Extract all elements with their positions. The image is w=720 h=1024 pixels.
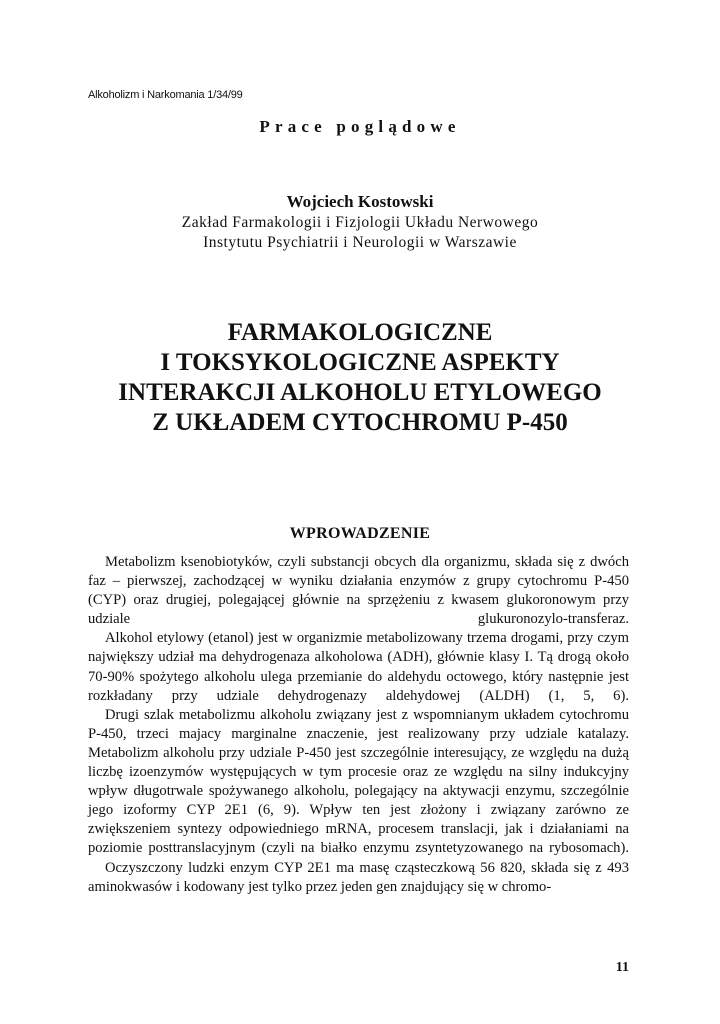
affiliation-line-2: Instytutu Psychiatrii i Neurologii w Warszawie [203, 234, 517, 251]
section-type-label: Prace poglądowe [259, 117, 461, 136]
page-number: 11 [615, 960, 629, 975]
paragraph: Drugi szlak metabolizmu alkoholu związany jest z wspomnianym układem cytochromu P-450, trzeci majacy marginalne znaczenie, jest realizowany przy udziale katalazy. Metabolizm alkoholu przy udziale P-450 jest szczególnie interesujący, ze względu na dużą liczbę izoenzymów występujących w tym procesie oraz ze względu na silny indukcyjny wpływ długotrwale spożywanego alkoholu, polegający na aktywacji enzymu, szczególnie jego izoformy CYP 2E1 (6, 9). Wpływ ten jest złożony i związany zarówno ze zwiększeniem syntezy odpowiedniego mRNA, procesem translacji, jak i działaniami na poziomie posttranslacyjnym (czyli na białko enzymu zsyntetyzowanego na rybosomach). [88, 706, 629, 857]
author-name: Wojciech Kostowski [286, 192, 434, 211]
title-line-3: INTERAKCJI ALKOHOLU ETYLOWEGO [118, 379, 602, 406]
section-heading: WPROWADZENIE [289, 525, 431, 542]
paragraph: Alkohol etylowy (etanol) jest w organizmie metabolizowany trzema drogami, przy czym największy udział ma dehydrogenaza alkoholowa (ADH), głównie klasy I. Tą drogą około 70-90% spożytego alkoholu ulega przemianie do aldehydu octowego, który następnie jest rozkładany przy udziale dehydrogenazy aldehydowej (ALDH) (1, 5, 6). [88, 630, 629, 704]
body-text [88, 553, 629, 897]
title-line-2: I TOKSYKOLOGICZNE ASPEKTY [160, 349, 560, 376]
affiliation-line-1: Zakład Farmakologii i Fizjologii Układu Nerwowego [181, 214, 539, 231]
title-line-4: Z UKŁADEM CYTOCHROMU P-450 [152, 409, 568, 436]
paragraph: Metabolizm ksenobiotyków, czyli substancji obcych dla organizmu, składa się z dwóch faz – pierwszej, zachodzącej w wyniku działania enzymów z grupy cytochromu P-450 (CYP) oraz drugiej, polegającej głównie na sprzężeniu z kwasem glukoronowym przy udziale glukuronozylo-transferaz. [88, 554, 629, 628]
article-title [0, 318, 720, 438]
title-line-1: FARMAKOLOGICZNE [227, 319, 493, 346]
journal-citation: Alkoholizm i Narkomania 1/34/99 [88, 89, 243, 101]
author-block [0, 190, 720, 253]
paragraph: Oczyszczony ludzki enzym CYP 2E1 ma masę cząsteczkową 56 820, składa się z 493 aminokwasów i kodowany jest tylko przez jeden gen znajdujący się w chromo- [88, 859, 629, 895]
